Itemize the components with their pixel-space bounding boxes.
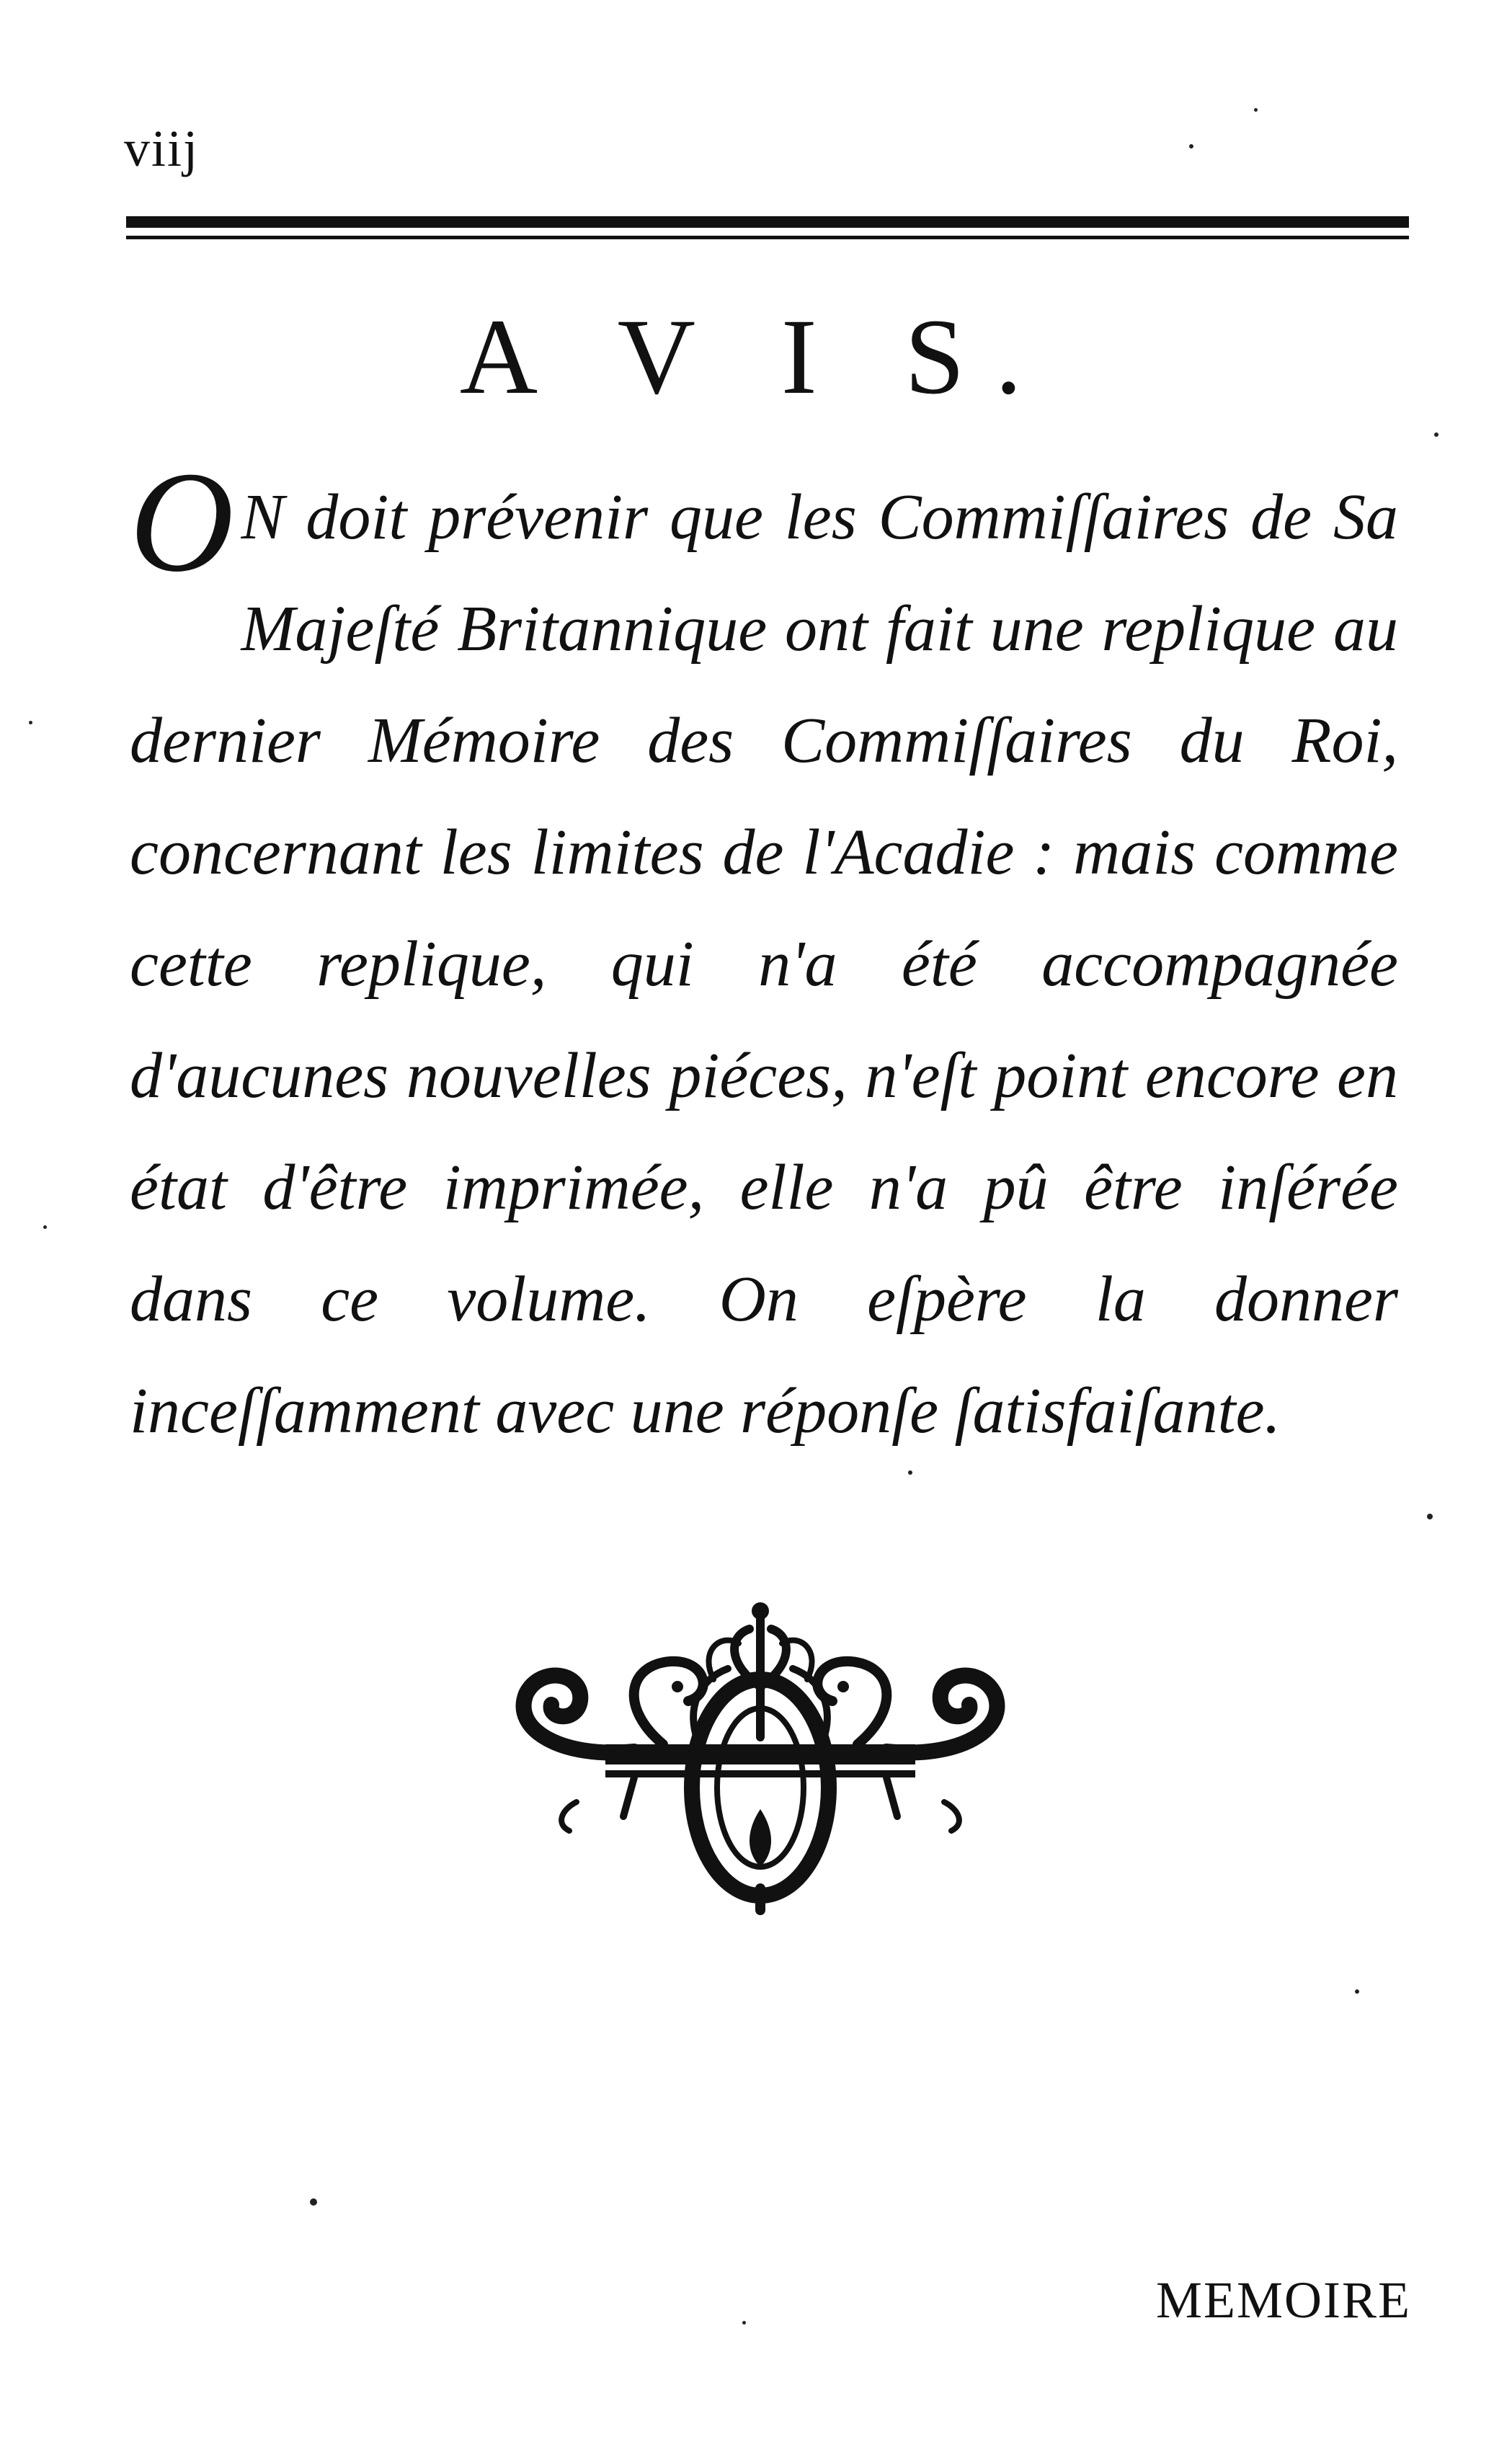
page-number: viij [124,120,200,177]
notice-heading: A V I S. [459,297,1053,417]
catchword: MEMOIRE [1156,2271,1411,2329]
paper-speck [742,2321,746,2325]
header-rule-thick [126,216,1409,228]
notice-paragraph [130,443,1398,1467]
paper-speck [1355,1989,1359,1994]
paper-speck [1427,1514,1433,1519]
paper-speck [1189,144,1193,148]
paper-speck [1434,432,1438,437]
header-rule-thin [126,236,1409,239]
paper-speck [1254,108,1258,112]
paper-speck [908,1470,912,1475]
fleuron-ornament-icon [497,1600,1023,1917]
drop-cap: O [130,443,234,602]
notice-text: N doit prévenir que les Commiſſaires de Sa Majeſté Britannique ont fait une replique au dernier Mémoire des Commiſſaires du Roi, concernant les limites de l'Acadie : mais comme cette replique, qui n'a été accompagnée d'aucunes nouvelles piéces, n'eſt point encore en état d'être imprimée, elle n'a pû être inſérée dans ce volume. On eſpère la donner inceſſamment avec une réponſe ſatisfaiſante. [130,481,1398,1447]
paper-speck [43,1225,47,1229]
paper-speck [310,2198,317,2206]
paper-speck [29,721,32,724]
